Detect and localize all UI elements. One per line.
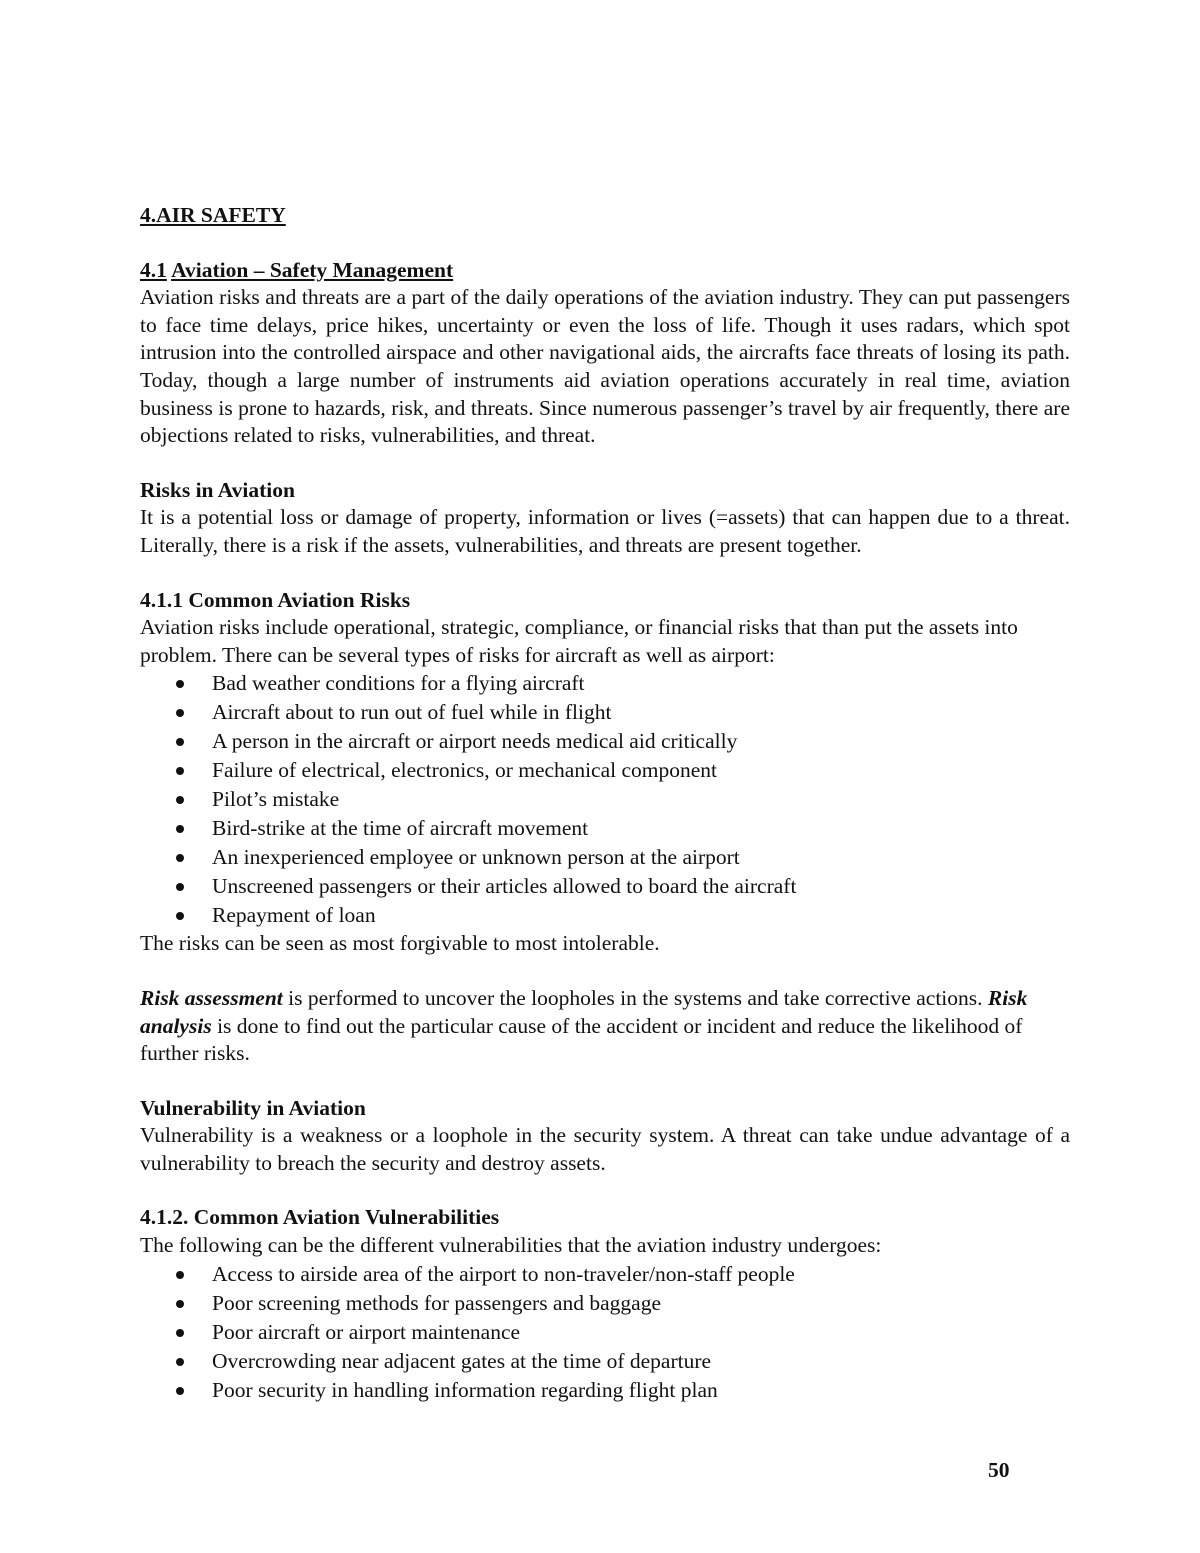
bullet-icon (176, 854, 184, 862)
section-4-1-body: Aviation risks and threats are a part of the daily operations of the aviation industry. They can put passengers to face time delays, price hikes, uncertainty or even the loss of life. Though it uses radars, which spot intrusion into the controlled airspace and other navigational aids, the aircrafts face threats of losing its path. Today, though a large number of instruments aid aviation operations accurately in real time, aviation business is prone to hazards, risk, and threats. Since numerous passenger’s travel by air frequently, there are objections related to risks, vulnerabilities, and threat. (140, 285, 1070, 448)
vulnerability-body: Vulnerability is a weakness or a loophole in the security system. A threat can take undue advantage of a vulnerability to breach the security and destroy assets. (140, 1123, 1070, 1175)
bullet-icon (176, 709, 184, 717)
risks-heading: Risks in Aviation (140, 477, 295, 502)
bullet-icon (176, 1358, 184, 1366)
common-vulnerabilities-intro: The following can be the different vulnerabilities that the aviation industry undergoes: (140, 1233, 882, 1258)
common-risks-heading: 4.1.1 Common Aviation Risks (140, 587, 411, 612)
list-item: Pilot’s mistake (140, 785, 1070, 814)
bullet-icon (176, 680, 184, 688)
bullet-icon (176, 912, 184, 920)
risk-assessment-paragraph: Risk assessment is performed to uncover the loopholes in the systems and take corrective actions. Risk analysis is done to find out the particular cause of the accident or incident and reduce the likelihood of further risks. (140, 985, 1028, 1066)
common-vulnerabilities-heading: 4.1.2. Common Aviation Vulnerabilities (140, 1205, 500, 1230)
list-item: Bad weather conditions for a flying aircraft (140, 669, 1070, 698)
common-risks-list (140, 669, 1070, 930)
document-page (140, 202, 1070, 1405)
risk-assessment-term: Risk assessment (140, 985, 283, 1010)
list-item: Overcrowding near adjacent gates at the time of departure (140, 1347, 1070, 1376)
bullet-icon (176, 767, 184, 775)
list-item: Repayment of loan (140, 901, 1070, 930)
risk-analysis-term: Risk analysis (140, 985, 1028, 1038)
bullet-icon (176, 738, 184, 746)
section-number: 4.1 (140, 257, 167, 282)
bullet-icon (176, 1300, 184, 1308)
bullet-icon (176, 1271, 184, 1279)
list-item: Access to airside area of the airport to non-traveler/non-staff people (140, 1260, 1070, 1289)
vulnerability-heading: Vulnerability in Aviation (140, 1095, 366, 1120)
list-item: Poor aircraft or airport maintenance (140, 1318, 1070, 1347)
list-item: Bird-strike at the time of aircraft movement (140, 814, 1070, 843)
common-vulnerabilities-list (140, 1260, 1070, 1405)
chapter-title: 4.AIR SAFETY (140, 203, 286, 227)
common-risks-intro: Aviation risks include operational, strategic, compliance, or financial risks that than put the assets into problem. There can be several types of risks for aircraft as well as airport: (140, 615, 1018, 667)
section-title: Aviation – Safety Management (171, 257, 454, 282)
bullet-icon (176, 1387, 184, 1395)
section-heading-4-1 (140, 257, 1070, 285)
list-item: Unscreened passengers or their articles allowed to board the aircraft (140, 872, 1070, 901)
list-item: Failure of electrical, electronics, or mechanical component (140, 756, 1070, 785)
common-risks-closing: The risks can be seen as most forgivable to most intolerable. (140, 931, 660, 956)
page-number: 50 (988, 1458, 1010, 1482)
list-item: An inexperienced employee or unknown person at the airport (140, 843, 1070, 872)
list-item: Poor security in handling information regarding flight plan (140, 1376, 1070, 1405)
list-item: A person in the aircraft or airport needs medical aid critically (140, 727, 1070, 756)
bullet-icon (176, 796, 184, 804)
bullet-icon (176, 825, 184, 833)
risks-body: It is a potential loss or damage of property, information or lives (=assets) that can happen due to a threat. Literally, there is a risk if the assets, vulnerabilities, and threats are present together. (140, 505, 1070, 557)
bullet-icon (176, 1329, 184, 1337)
list-item: Poor screening methods for passengers and baggage (140, 1289, 1070, 1318)
bullet-icon (176, 883, 184, 891)
list-item: Aircraft about to run out of fuel while in flight (140, 698, 1070, 727)
